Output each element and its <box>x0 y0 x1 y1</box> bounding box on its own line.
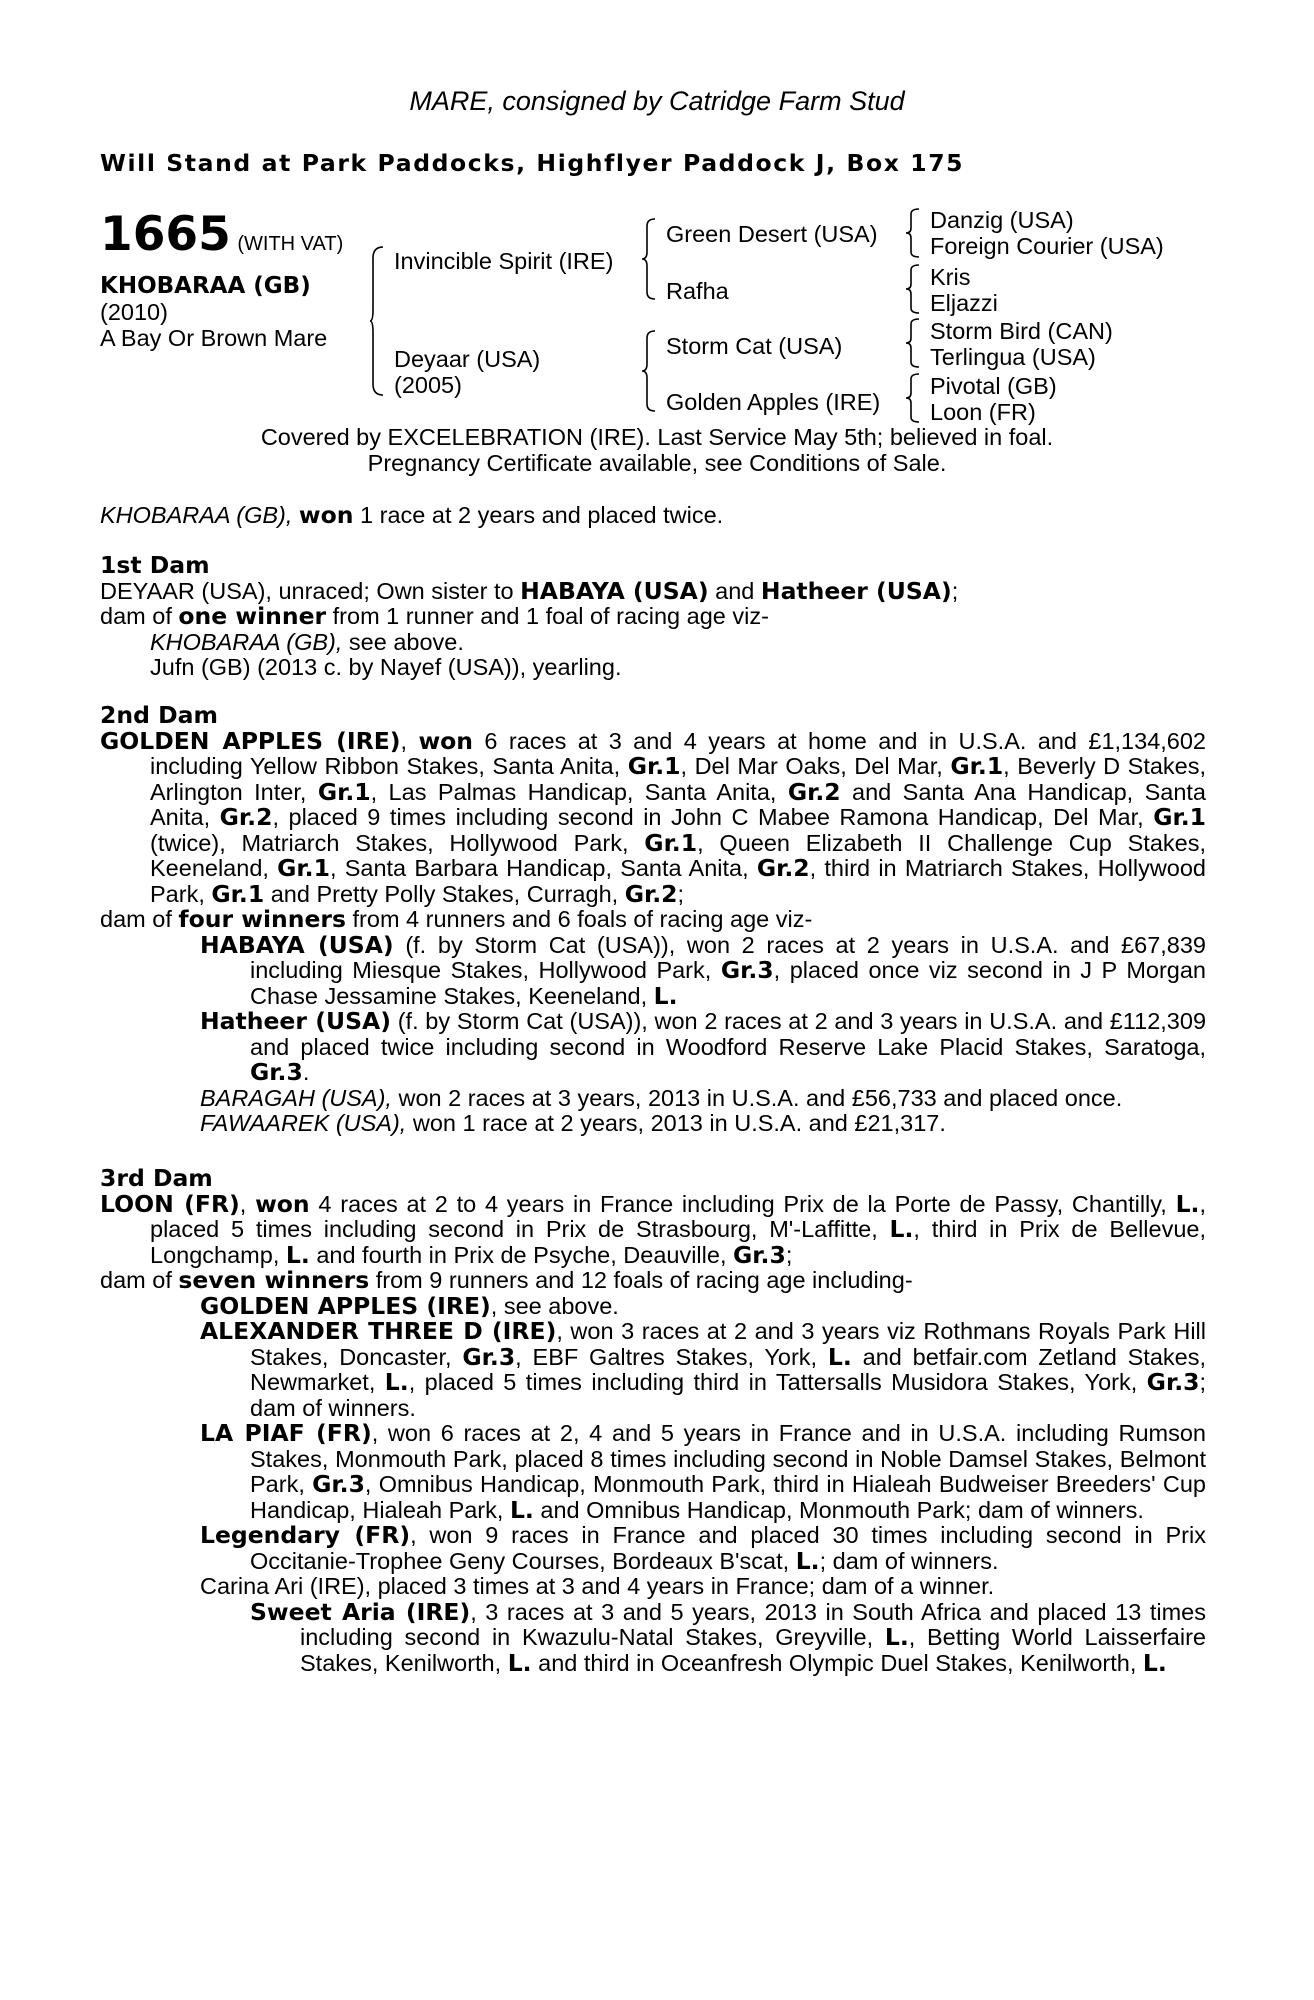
produce-entry <box>200 1110 1206 1137</box>
horse-description: A Bay Or Brown Mare <box>100 324 328 351</box>
grade: Gr.1 <box>950 752 1004 780</box>
dam-dam: Golden Apples (IRE) <box>666 389 881 415</box>
text: and Santa Ana Handicap, Santa Anita, <box>150 778 1207 830</box>
text: ; <box>677 880 685 907</box>
text: see above. <box>348 628 464 655</box>
dam: Deyaar (USA) <box>394 346 541 372</box>
pedigree-brace-dam <box>642 330 656 412</box>
covered-note <box>0 425 1314 476</box>
pedigree-brace-main <box>370 246 384 396</box>
gg-ancestor: Terlingua (USA) <box>930 344 1096 370</box>
gg-ancestor: Loon (FR) <box>930 399 1036 425</box>
text: , Betting World Laisserfaire Stakes, Kenilworth, <box>300 1624 1206 1676</box>
text: and third in Oceanfresh Olympic Duel Stakes, Kenilworth, <box>538 1649 1137 1676</box>
produce-name: ALEXANDER THREE D (IRE) <box>200 1317 557 1345</box>
text: , Omnibus Handicap, Monmouth Park, third in Hialeah Budweiser Breeders' Cup Handicap, Hialeah Park, <box>250 1471 1206 1523</box>
produce-name: GOLDEN APPLES (IRE) <box>200 1291 491 1320</box>
black-type-horse: Hatheer (USA) <box>760 576 952 605</box>
grade: Gr.3 <box>250 1058 303 1086</box>
text: , Del Mar Oaks, Del Mar, <box>680 753 943 779</box>
won-label: won <box>418 726 474 755</box>
pedigree-brace-gg-2 <box>906 264 920 314</box>
second-dam-heading: 2nd Dam <box>100 701 218 729</box>
text: , won 3 races at 2 and 3 years viz Rothmans Royals Park Hill Stakes, Doncaster, <box>250 1318 1206 1370</box>
text: from 4 runners and 6 foals of racing age viz- <box>352 906 813 932</box>
grade: Gr.2 <box>624 879 678 908</box>
vat-note: (WITH VAT) <box>237 233 344 255</box>
grade: L. <box>507 1648 532 1677</box>
produce-entry <box>200 1084 1206 1112</box>
text: , see above. <box>490 1292 619 1319</box>
produce-name: HABAYA (USA) <box>200 930 394 959</box>
winners-count: seven winners <box>178 1266 370 1294</box>
gg-ancestor: Storm Bird (CAN) <box>930 318 1113 344</box>
grade: Gr.3 <box>733 1240 786 1269</box>
intro-line <box>100 503 1206 529</box>
sire-dam: Rafha <box>666 278 729 304</box>
produce-entry <box>200 1291 1206 1320</box>
lot-block <box>100 207 360 351</box>
text: and <box>715 577 755 604</box>
covered-line-2: Pregnancy Certificate available, see Conditions of Sale. <box>367 449 947 476</box>
text: ; <box>951 577 959 604</box>
grade: L. <box>285 1240 310 1269</box>
text: Jufn (GB) (2013 c. by Nayef (USA)), yearling. <box>150 654 622 680</box>
grade: Gr.1 <box>317 777 371 806</box>
grade: L. <box>1142 1648 1167 1677</box>
produce-entry <box>200 1007 1207 1086</box>
gg-ancestor: Foreign Courier (USA) <box>930 233 1164 259</box>
grade: Gr.2 <box>787 777 841 806</box>
text: , Queen Elizabeth II Challenge Cup Stakes, Keeneland, <box>150 829 1207 881</box>
won-label: won <box>255 1189 310 1218</box>
text: ; <box>785 1241 793 1268</box>
text: , 3 races at 3 and 5 years, 2013 in South Africa and placed 13 times including second in Kwazulu-Natal Stakes, Greyville, <box>300 1598 1206 1650</box>
grade: L. <box>1175 1189 1200 1218</box>
text: , placed 5 times including third in Tattersalls Musidora Stakes, York, <box>408 1369 1138 1395</box>
covered-line-1: Covered by EXCELEBRATION (IRE). Last Service May 5th; believed in foal. <box>260 424 1054 450</box>
grade: L. <box>509 1495 534 1524</box>
text: dam of <box>100 1267 172 1293</box>
text: and betfair.com Zetland Stakes, Newmarket, <box>250 1343 1207 1395</box>
text: Carina Ari (IRE), placed 3 times at 3 and 4 years in France; dam of a winner. <box>200 1573 995 1599</box>
intro-text: 1 race at 2 years and placed twice. <box>360 502 724 528</box>
produce-name: KHOBARAA (GB), <box>150 628 343 655</box>
text: , placed once viz second in J P Morgan Chase Jessamine Stakes, Keeneland, <box>250 957 1206 1009</box>
grade: Gr.1 <box>644 828 698 857</box>
grade: Gr.1 <box>1153 803 1207 831</box>
text: and fourth in Prix de Psyche, Deauville, <box>316 1241 727 1268</box>
text: , Las Palmas Handicap, Santa Anita, <box>370 778 777 805</box>
text: won 2 races at 3 years, 2013 in U.S.A. and £56,733 and placed once. <box>398 1084 1123 1111</box>
text: (f. by Storm Cat (USA)), won 2 races at 2 years in U.S.A. and £67,839 including Miesque Stakes, Hollywood Park, <box>250 931 1206 983</box>
horse-year: (2010) <box>100 299 168 325</box>
grade: L. <box>384 1368 409 1396</box>
text: dam of <box>100 603 172 629</box>
dam-year: (2005) <box>394 372 462 398</box>
text: from 1 runner and 1 foal of racing age viz- <box>332 603 769 629</box>
produce-entry <box>150 655 1206 681</box>
produce-entry <box>200 1573 1206 1600</box>
text: and Omnibus Handicap, Monmouth Park; dam of winners. <box>540 1496 1144 1523</box>
won-label: won <box>298 501 354 529</box>
grade: L. <box>795 1546 820 1575</box>
text: . <box>302 1059 310 1085</box>
text: , third in Prix de Bellevue, Longchamp, <box>150 1216 1207 1268</box>
grade: L. <box>653 981 678 1010</box>
dam-name: LOON (FR) <box>100 1189 240 1218</box>
grade: L. <box>827 1342 852 1371</box>
grade: Gr.1 <box>627 752 681 780</box>
grade: Gr.3 <box>720 956 774 984</box>
grade: Gr.1 <box>277 854 330 882</box>
grade: Gr.2 <box>219 803 273 831</box>
text: (f. by Storm Cat (USA)), won 2 races at 2 and 3 years in U.S.A. and £112,309 and placed twice including second in Woodford Reserve Lake Placid Stakes, Saratoga, <box>250 1008 1207 1060</box>
pedigree-brace-gg-4 <box>906 373 920 423</box>
pedigree-brace-gg-3 <box>906 318 920 368</box>
consignor-line: MARE, consigned by Catridge Farm Stud <box>409 86 905 116</box>
lot-number: 1665 <box>100 207 231 262</box>
gg-ancestor: Eljazzi <box>930 290 998 316</box>
dam-sire: Storm Cat (USA) <box>666 333 843 359</box>
grade: Gr.3 <box>312 1470 365 1498</box>
gg-ancestor: Kris <box>930 264 971 290</box>
text: , won 9 races in France and placed 30 times including second in Prix Occitanie-Trophee Geny Courses, Bordeaux B'scat, <box>250 1522 1206 1574</box>
produce-name: BARAGAH (USA), <box>200 1084 392 1111</box>
text: , placed 5 times including second in Prix de Strasbourg, M'-Laffitte, <box>150 1190 1206 1242</box>
text: ; dam of winners. <box>819 1547 999 1574</box>
text: , Santa Barbara Handicap, Santa Anita, <box>329 855 749 881</box>
third-dam-heading: 3rd Dam <box>100 1164 213 1192</box>
produce-entry <box>200 1521 1206 1575</box>
gg-ancestor: Pivotal (GB) <box>930 373 1057 399</box>
winners-count: four winners <box>178 905 346 933</box>
pedigree-brace-sire <box>642 218 656 300</box>
first-dam-heading: 1st Dam <box>100 551 210 579</box>
grade: Gr.1 <box>211 879 265 908</box>
text: 6 races at 3 and 4 years at home and in U.S.A. and £1,134,602 including Yellow Ribbon Stakes, Santa Anita, <box>150 727 1207 779</box>
produce-name: Sweet Aria (IRE) <box>250 1597 471 1626</box>
grandproduce-entry <box>250 1597 1206 1677</box>
produce-name: Legendary (FR) <box>200 1521 411 1549</box>
gg-ancestor: Danzig (USA) <box>930 207 1074 233</box>
grade: Gr.3 <box>462 1342 516 1371</box>
first-dam-section <box>100 553 1206 681</box>
text: from 9 runners and 12 foals of racing age including- <box>375 1267 913 1293</box>
text: , third in Matriarch Stakes, Hollywood Park, <box>150 855 1206 907</box>
text: (twice), Matriarch Stakes, Hollywood Park, <box>150 829 629 856</box>
text: won 1 race at 2 years, 2013 in U.S.A. and £21,317. <box>412 1110 946 1136</box>
text: , Beverly D Stakes, Arlington Inter, <box>150 753 1207 805</box>
text: 4 races at 2 to 4 years in France including Prix de la Porte de Passy, Chantilly, <box>318 1190 1167 1217</box>
text: , placed 9 times including second in John C Mabee Ramona Handicap, Del Mar, <box>272 804 1144 830</box>
produce-entry <box>200 1419 1206 1524</box>
text: and Pretty Polly Stakes, Curragh, <box>270 880 619 907</box>
location-line: Will Stand at Park Paddocks, Highflyer Paddock J, Box 175 <box>100 149 965 177</box>
horse-name: KHOBARAA (GB) <box>100 273 311 299</box>
grade: L. <box>884 1623 909 1651</box>
pedigree-brace-gg-1 <box>906 208 920 258</box>
grade: L. <box>889 1215 914 1243</box>
text: , EBF Galtres Stakes, York, <box>515 1343 818 1370</box>
sire: Invincible Spirit (IRE) <box>394 248 614 274</box>
grade: Gr.2 <box>756 854 810 882</box>
produce-entry <box>200 930 1206 1010</box>
produce-entry <box>200 1317 1207 1421</box>
text: ; dam of winners. <box>250 1369 1207 1421</box>
horse-name-ref: KHOBARAA (GB), <box>100 502 293 528</box>
grade: Gr.3 <box>1146 1368 1200 1396</box>
produce-name: Hatheer (USA) <box>200 1007 391 1035</box>
second-dam-section: 2nd Dam GOLDEN APPLES (IRE), won 6 races at 3 and 4 years at home and in U.S.A. and £1,134,602 including Yellow Ribbon Stakes, Santa Anita, Gr.1, Del Mar Oaks, Del Mar, Gr.1, Beverly D Stakes, Arlington Inter, Gr.1, Las Palmas Handicap, Santa Anita, Gr.2 and Santa Ana Handicap, Santa Anita, Gr.2, placed 9 times including second in John C Mabee Ramona Handicap, Del Mar, Gr.1 (twice), Matriarch Stakes, Hollywood Park, Gr.1, Queen Elizabeth II Challenge Cup Stakes, Keeneland, Gr.1, Santa Barbara Handicap, Santa Anita, Gr.2, third in Matriarch Stakes, Hollywood Park, Gr.1 and Pretty Polly Stakes, Curragh, Gr.2; dam of four winners from 4 runners and 6 foals of racing age viz- HABAYA (USA) (f. by Storm Cat (USA)), won 2 races at 2 years in U.S.A. and £67,839 including Miesque Stakes, Hollywood Park, Gr.3, placed once viz second in J P Morgan Chase Jessamine Stakes, Keeneland, L. Hatheer (USA) (f. by Storm Cat (USA)), won 2 races at 2 and 3 years in U.S.A. and £112,309 and placed twice including second in Woodford Reserve Lake Placid Stakes, Saratoga, Gr.3. BARAGAH (USA), won 2 races at 3 years, 2013 in U.S.A. and £56,733 and placed once. FAWAAREK (USA), won 1 race at 2 years, 2013 in U.S.A. and £21,317. <box>100 701 1207 1136</box>
dam-name: GOLDEN APPLES (IRE) <box>100 726 401 755</box>
produce-entry <box>150 630 1206 656</box>
third-dam-section: 3rd Dam LOON (FR), won 4 races at 2 to 4 years in France including Prix de la Porte de Passy, Chantilly, L., placed 5 times including second in Prix de Strasbourg, M'-Laffitte, L., third in Prix de Bellevue, Longchamp, L. and fourth in Prix de Psyche, Deauville, Gr.3; dam of seven winners from 9 runners and 12 foals of racing age including- GOLDEN APPLES (IRE), see above. ALEXANDER THREE D (IRE), won 3 races at 2 and 3 years viz Rothmans Royals Park Hill Stakes, Doncaster, Gr.3, EBF Galtres Stakes, York, L. and betfair.com Zetland Stakes, Newmarket, L., placed 5 times including third in Tattersalls Musidora Stakes, York, Gr.3; dam of winners. LA PIAF (FR), won 6 races at 2, 4 and 5 years in France and in U.S.A. including Rumson Stakes, Monmouth Park, placed 8 times including second in Noble Damsel Stakes, Belmont Park, Gr.3, Omnibus Handicap, Monmouth Park, third in Hialeah Budweiser Breeders' Cup Handicap, Hialeah Park, L. and Omnibus Handicap, Monmouth Park; dam of winners. Legendary (FR), won 9 races in France and placed 30 times including second in Prix Occitanie-Trophee Geny Courses, Bordeaux B'scat, L.; dam of winners. Carina Ari (IRE), placed 3 times at 3 and 4 years in France; dam of a winner. Sweet Aria (IRE), 3 races at 3 and 5 years, 2013 in South Africa and placed 13 times including second in Kwazulu-Natal Stakes, Greyville, L., Betting World Laisserfaire Stakes, Kenilworth, L. and third in Oceanfresh Olympic Duel Stakes, Kenilworth, L. <box>100 1164 1207 1677</box>
black-type-horse: HABAYA (USA) <box>520 576 709 605</box>
text: , won 6 races at 2, 4 and 5 years in France and in U.S.A. including Rumson Stakes, Monmouth Park, placed 8 times including second in Noble Damsel Stakes, Belmont Park, <box>250 1420 1206 1497</box>
produce-name: FAWAAREK (USA), <box>200 1110 407 1136</box>
produce-name: LA PIAF (FR) <box>200 1419 372 1447</box>
text: DEYAAR (USA), unraced; Own sister to <box>100 577 514 604</box>
text: dam of <box>100 906 172 932</box>
winners-count: one winner <box>178 602 327 630</box>
sire-sire: Green Desert (USA) <box>666 221 878 247</box>
